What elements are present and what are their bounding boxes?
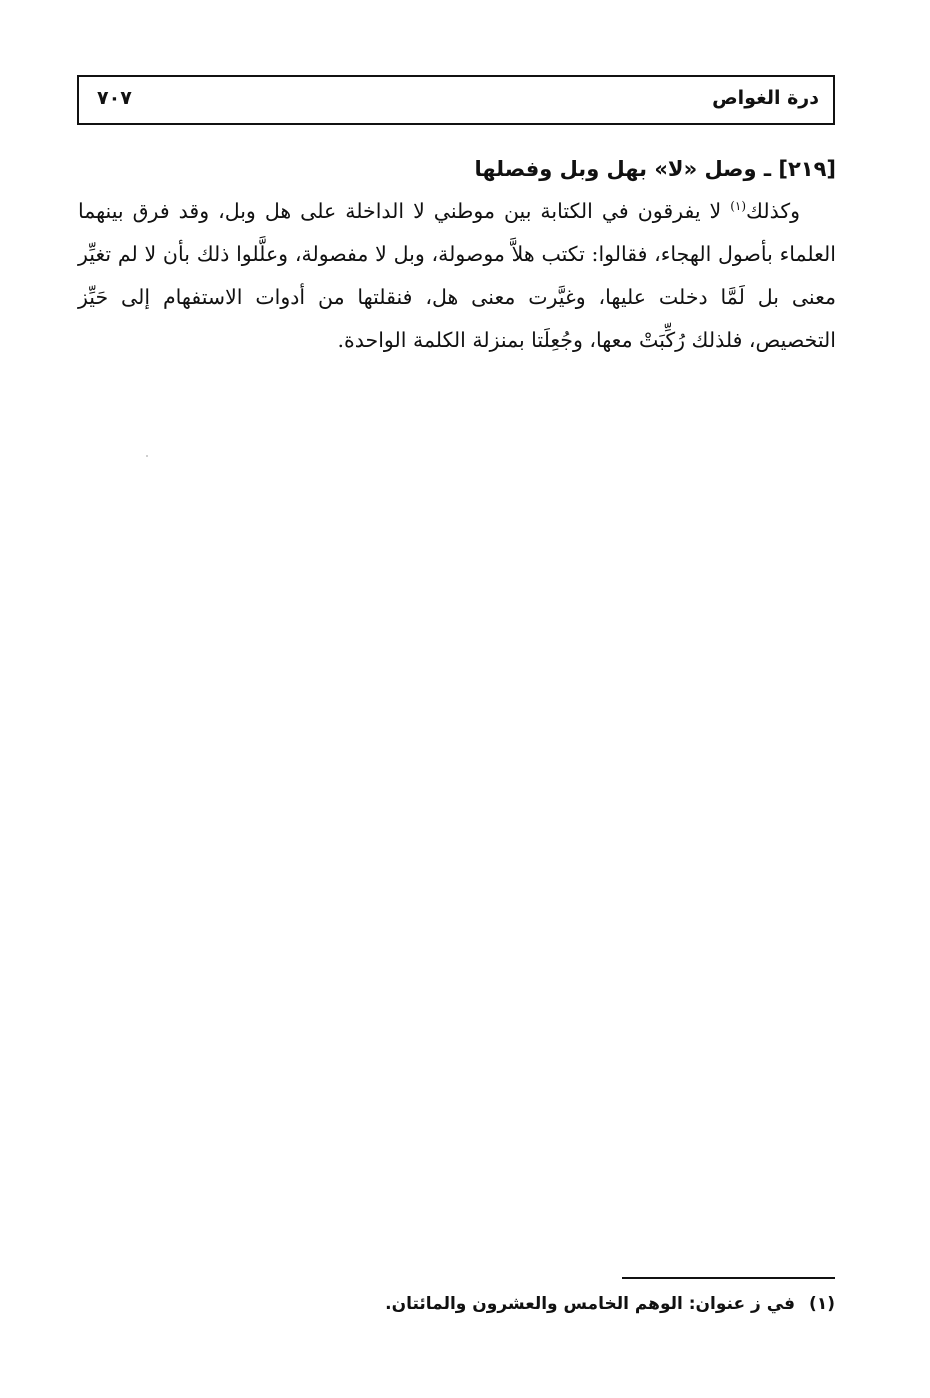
section-heading: [٢١٩] ـ وصل «لا» بهل وبل وفصلها [474,157,836,181]
footnote-1 [95,1290,835,1318]
footnote-reference[interactable]: (١) [730,199,747,213]
page-number: ٧٠٧ [97,87,132,109]
paragraph-start: وكذلك [746,199,800,223]
running-title: درة الغواص [712,87,819,109]
scan-speck [146,455,148,457]
paragraph-rest: لا يفرقون في الكتابة بين موطني لا الداخلة على هل وبل، وقد فرق بينهما العلماء بأصول الهجاء، فقالوا: تكتب هلاَّ موصولة، وبل لا مفصولة، وعلَّلوا ذلك بأن لا لم تغيِّر معنى بل لَمَّا دخلت عليها، وغيَّرت معنى هل، فنقلتها من أدوات الاستفهام إلى حَيِّز التخصيص، فلذلك رُكِّبَتْ معها، وجُعِلَتا بمنزلة الكلمة الواحدة. [78,199,836,352]
footnote-marker: (١) [809,1294,835,1314]
section-219 [78,148,836,362]
body-paragraph [78,190,836,362]
footnote-text: في ز عنوان: الوهم الخامس والعشرون والمائتان. [385,1294,796,1314]
footnote-separator [622,1277,835,1279]
page-header [77,75,835,125]
